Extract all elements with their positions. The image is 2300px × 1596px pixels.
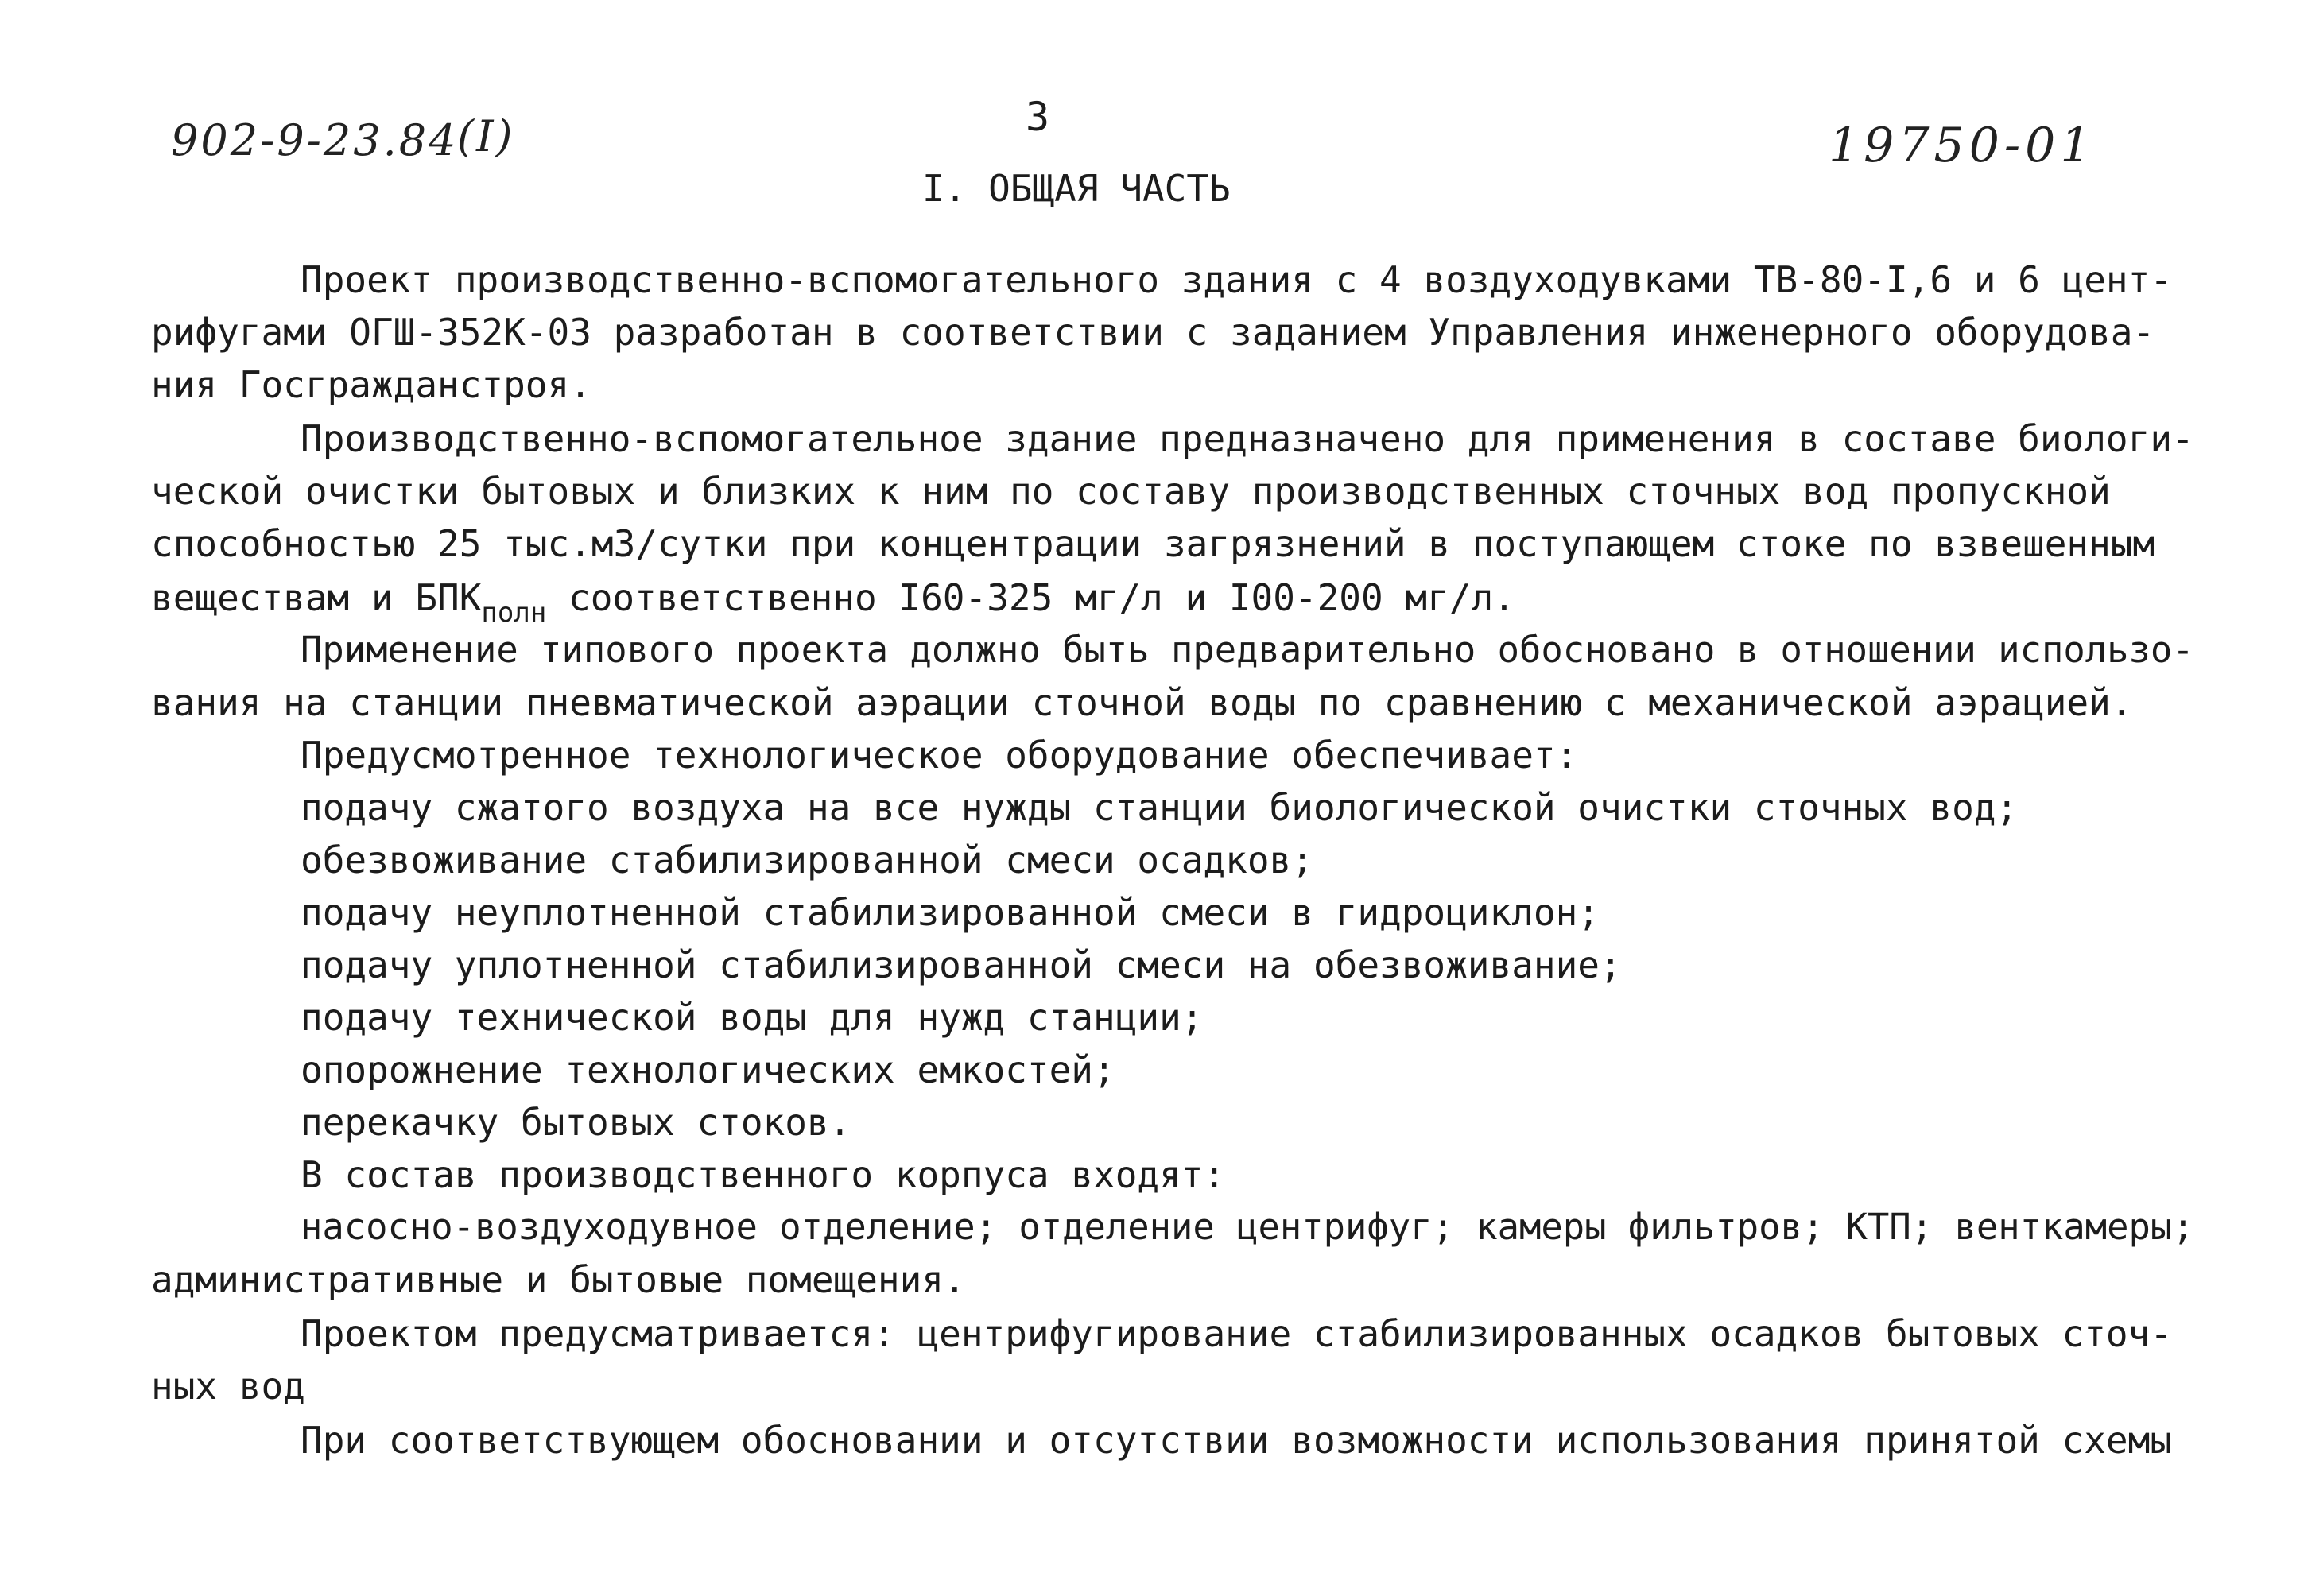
text-line: Предусмотренное технологическое оборудование обеспечивает: bbox=[301, 734, 1578, 777]
text-line: ческой очистки бытовых и близких к ним по составу производственных сточных вод пропускной bbox=[151, 470, 2111, 513]
list-item: подачу неуплотненной стабилизированной смеси в гидроциклон; bbox=[301, 891, 1600, 934]
list-item: подачу технической воды для нужд станции; bbox=[301, 996, 1204, 1039]
list-item: подачу сжатого воздуха на все нужды станции биологической очистки сточных вод; bbox=[301, 786, 2019, 829]
list-item: подачу уплотненной стабилизированной смеси на обезвоживание; bbox=[301, 943, 1622, 986]
page-number: 3 bbox=[1026, 94, 1050, 140]
sheet-number: 19750-01 bbox=[1829, 118, 2096, 173]
text-line: Производственно-вспомогательное здание предназначено для применения в составе биологи- bbox=[301, 417, 2194, 460]
list-item: перекачку бытовых стоков. bbox=[301, 1101, 851, 1144]
document-code: 902-9-23.84 bbox=[171, 115, 459, 165]
text-line: При соответствующем обосновании и отсутствии возможности использования принятой схемы bbox=[301, 1419, 2173, 1462]
text-line: способностью 25 тыс.м3/сутки при концентрации загрязнений в поступающем стоке по взвешенным bbox=[151, 522, 2155, 565]
subscript: полн bbox=[481, 597, 547, 629]
list-item: насосно-воздуходувное отделение; отделение центрифуг; камеры фильтров; КТП; венткамеры; bbox=[301, 1206, 2194, 1248]
text-line-with-subscript bbox=[151, 575, 1515, 635]
section-title: I. ОБЩАЯ ЧАСТЬ bbox=[922, 167, 1231, 210]
text-segment: веществам и БПК bbox=[151, 576, 482, 619]
document-volume-mark: (I) bbox=[457, 111, 515, 161]
text-segment: соответственно I60-325 мг/л и I00-200 мг/л. bbox=[546, 576, 1515, 619]
text-line: ных вод bbox=[151, 1365, 305, 1408]
text-line: ния Госгражданстроя. bbox=[151, 363, 591, 406]
text-line: вания на станции пневматической аэрации сточной воды по сравнению с механической аэрацией. bbox=[151, 681, 2133, 724]
list-item: обезвоживание стабилизированной смеси осадков; bbox=[301, 839, 1313, 881]
text-line: Проектом предусматривается: центрифугирование стабилизированных осадков бытовых сточ- bbox=[301, 1312, 2173, 1355]
text-line: Применение типового проекта должно быть предварительно обосновано в отношении использо- bbox=[301, 629, 2194, 671]
text-line: Проект производственно-вспомогательного здания с 4 воздуходувками ТВ-80-I,6 и 6 цент- bbox=[301, 258, 2173, 301]
text-line: рифугами ОГШ-352К-03 разработан в соответствии с заданием Управления инженерного оборудова- bbox=[151, 311, 2155, 354]
text-line: В состав производственного корпуса входят: bbox=[301, 1153, 1226, 1196]
list-item: опорожнение технологических емкостей; bbox=[301, 1048, 1115, 1091]
text-line: административные и бытовые помещения. bbox=[151, 1258, 966, 1301]
